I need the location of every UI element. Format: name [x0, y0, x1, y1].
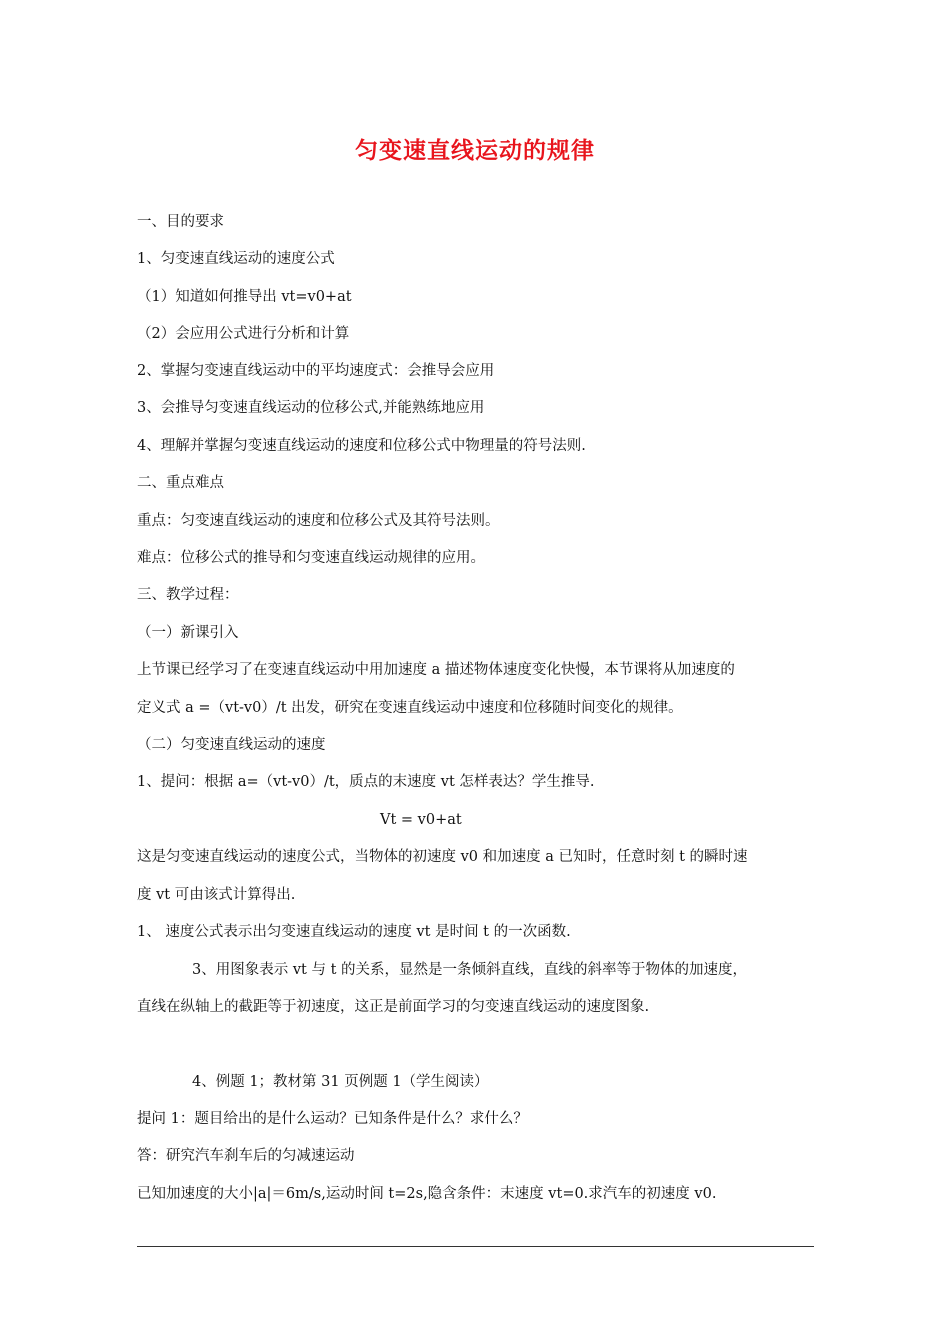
goal-item-1: 1、匀变速直线运动的速度公式 [137, 251, 335, 267]
question-1: 1、提问：根据 a=（vt-v0）/t，质点的末速度 vt 怎样表达？学生推导. [137, 774, 595, 790]
goal-item-1-sub-1: （1）知道如何推导出 vt=v0+at [137, 289, 352, 305]
example-1-question: 提问 1：题目给出的是什么运动？已知条件是什么？求什么？ [137, 1111, 528, 1127]
example-1-heading: 4、例题 1；教材第 31 页例题 1（学生阅读） [192, 1074, 489, 1090]
goal-item-2: 2、掌握匀变速直线运动中的平均速度式：会推导会应用 [137, 363, 495, 379]
intro-paragraph-line-1: 上节课已经学习了在变速直线运动中用加速度 a 描述物体速度变化快慢，本节课将从加速度的 [137, 662, 735, 678]
formula-explanation-line-1: 这是匀变速直线运动的速度公式，当物体的初速度 v0 和加速度 a 已知时，任意时刻 t 的瞬时速 [137, 849, 748, 865]
document-title: 匀变速直线运动的规律 [355, 138, 595, 164]
velocity-formula: Vt = v0+at [380, 812, 462, 828]
graph-note-line-1: 3、用图象表示 vt 与 t 的关系，显然是一条倾斜直线，直线的斜率等于物体的加速度， [192, 962, 748, 978]
linear-function-note: 1、 速度公式表示出匀变速直线运动的速度 vt 是时间 t 的一次函数. [137, 924, 571, 940]
formula-explanation-line-2: 度 vt 可由该式计算得出. [137, 887, 296, 903]
footer-divider [137, 1246, 814, 1247]
graph-note-line-2: 直线在纵轴上的截距等于初速度，这正是前面学习的匀变速直线运动的速度图象. [137, 999, 650, 1015]
intro-paragraph-line-2: 定义式 a =（vt-v0）/t 出发，研究在变速直线运动中速度和位移随时间变化的规律。 [137, 700, 683, 716]
section-heading-key-points: 二、重点难点 [137, 475, 224, 491]
example-1-given: 已知加速度的大小|a|＝6m/s,运动时间 t=2s,隐含条件：末速度 vt=0.求汽车的初速度 v0. [137, 1186, 717, 1202]
goal-item-4: 4、理解并掌握匀变速直线运动的速度和位移公式中物理量的符号法则. [137, 438, 586, 454]
goal-item-3: 3、会推导匀变速直线运动的位移公式,并能熟练地应用 [137, 400, 485, 416]
example-1-answer: 答：研究汽车刹车后的匀减速运动 [137, 1148, 355, 1164]
key-point: 重点：匀变速直线运动的速度和位移公式及其符号法则。 [137, 513, 500, 529]
subsection-velocity: （二）匀变速直线运动的速度 [137, 737, 326, 753]
section-heading-process: 三、教学过程： [137, 587, 239, 603]
difficult-point: 难点：位移公式的推导和匀变速直线运动规律的应用。 [137, 550, 485, 566]
subsection-intro: （一）新课引入 [137, 625, 239, 641]
section-heading-goals: 一、目的要求 [137, 214, 224, 230]
goal-item-1-sub-2: （2）会应用公式进行分析和计算 [137, 326, 350, 342]
